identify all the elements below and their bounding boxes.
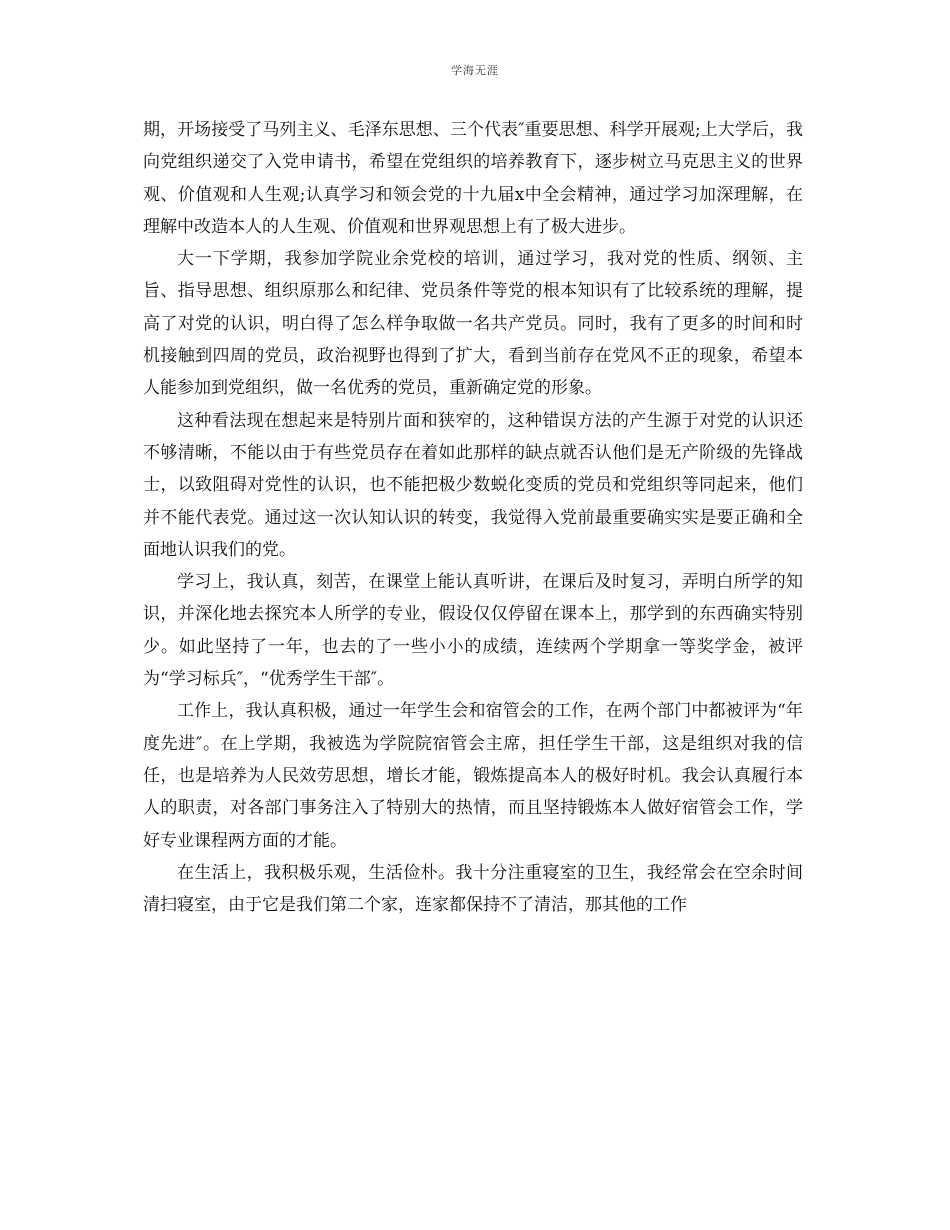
page-header: 学海无涯 bbox=[451, 64, 499, 77]
paragraph-3: 这种看法现在想起来是特别片面和狭窄的，这种错误方法的产生源于对党的认识还不够清晰，不能以由于有些党员存在着如此那样的缺点就否认他们是无产阶级的先锋战士，以致阻碍对党性的认识，也不能把极少数蜕化变质的党员和党组织等同起来，他们并不能代表党。通过这一次认知认识的转变，我觉得入党前最重要确实实是要正确和全面地认识我们的党。 bbox=[143, 410, 803, 560]
paragraph-5: 工作上，我认真积极，通过一年学生会和宿管会的工作，在两个部门中都被评为“年度先进″。在上学期，我被选为学院院宿管会主席，担任学生干部，这是组织对我的信任，也是培养为人民效劳思想，增长才能，锻炼提高本人的极好时机。我会认真履行本人的职责，对各部门事务注入了特别大的热情，而且坚持锻炼本人做好宿管会工作，学好专业课程两方面的才能。 bbox=[143, 701, 803, 851]
paragraph-4: 学习上，我认真，刻苦，在课堂上能认真听讲，在课后及时复习，弄明白所学的知识，并深化地去探究本人所学的专业，假设仅仅停留在课本上，那学到的东西确实特别少。如此坚持了一年，也去的了一些小小的成绩，连续两个学期拿一等奖学金，被评为“学习标兵″，“优秀学生干部″。 bbox=[143, 572, 803, 690]
paragraph-1: 期，开场接受了马列主义、毛泽东思想、三个代表″重要思想、科学开展观;上大学后，我向党组织递交了入党申请书，希望在党组织的培养教育下，逐步树立马克思主义的世界观、价值观和人生观;认真学习和领会党的十九届x中全会精神，通过学习加深理解，在理解中改造本人的人生观、价值观和世界观思想上有了极大进步。 bbox=[143, 120, 803, 237]
paragraph-2: 大一下学期，我参加学院业余党校的培训，通过学习，我对党的性质、纲领、主旨、指导思想、组织原那么和纪律、党员条件等党的根本知识有了比较系统的理解，提高了对党的认识，明白得了怎么样争取做一名共产党员。同时，我有了更多的时间和时机接触到四周的党员，政治视野也得到了扩大，看到当前存在党风不正的现象，希望本人能参加到党组织，做一名优秀的党员，重新确定党的形象。 bbox=[143, 249, 803, 399]
document-body bbox=[143, 114, 803, 921]
paragraph-6: 在生活上，我积极乐观，生活俭朴。我十分注重寝室的卫生，我经常会在空余时间清扫寝室，由于它是我们第二个家，连家都保持不了清洁，那其他的工作 bbox=[143, 862, 803, 916]
